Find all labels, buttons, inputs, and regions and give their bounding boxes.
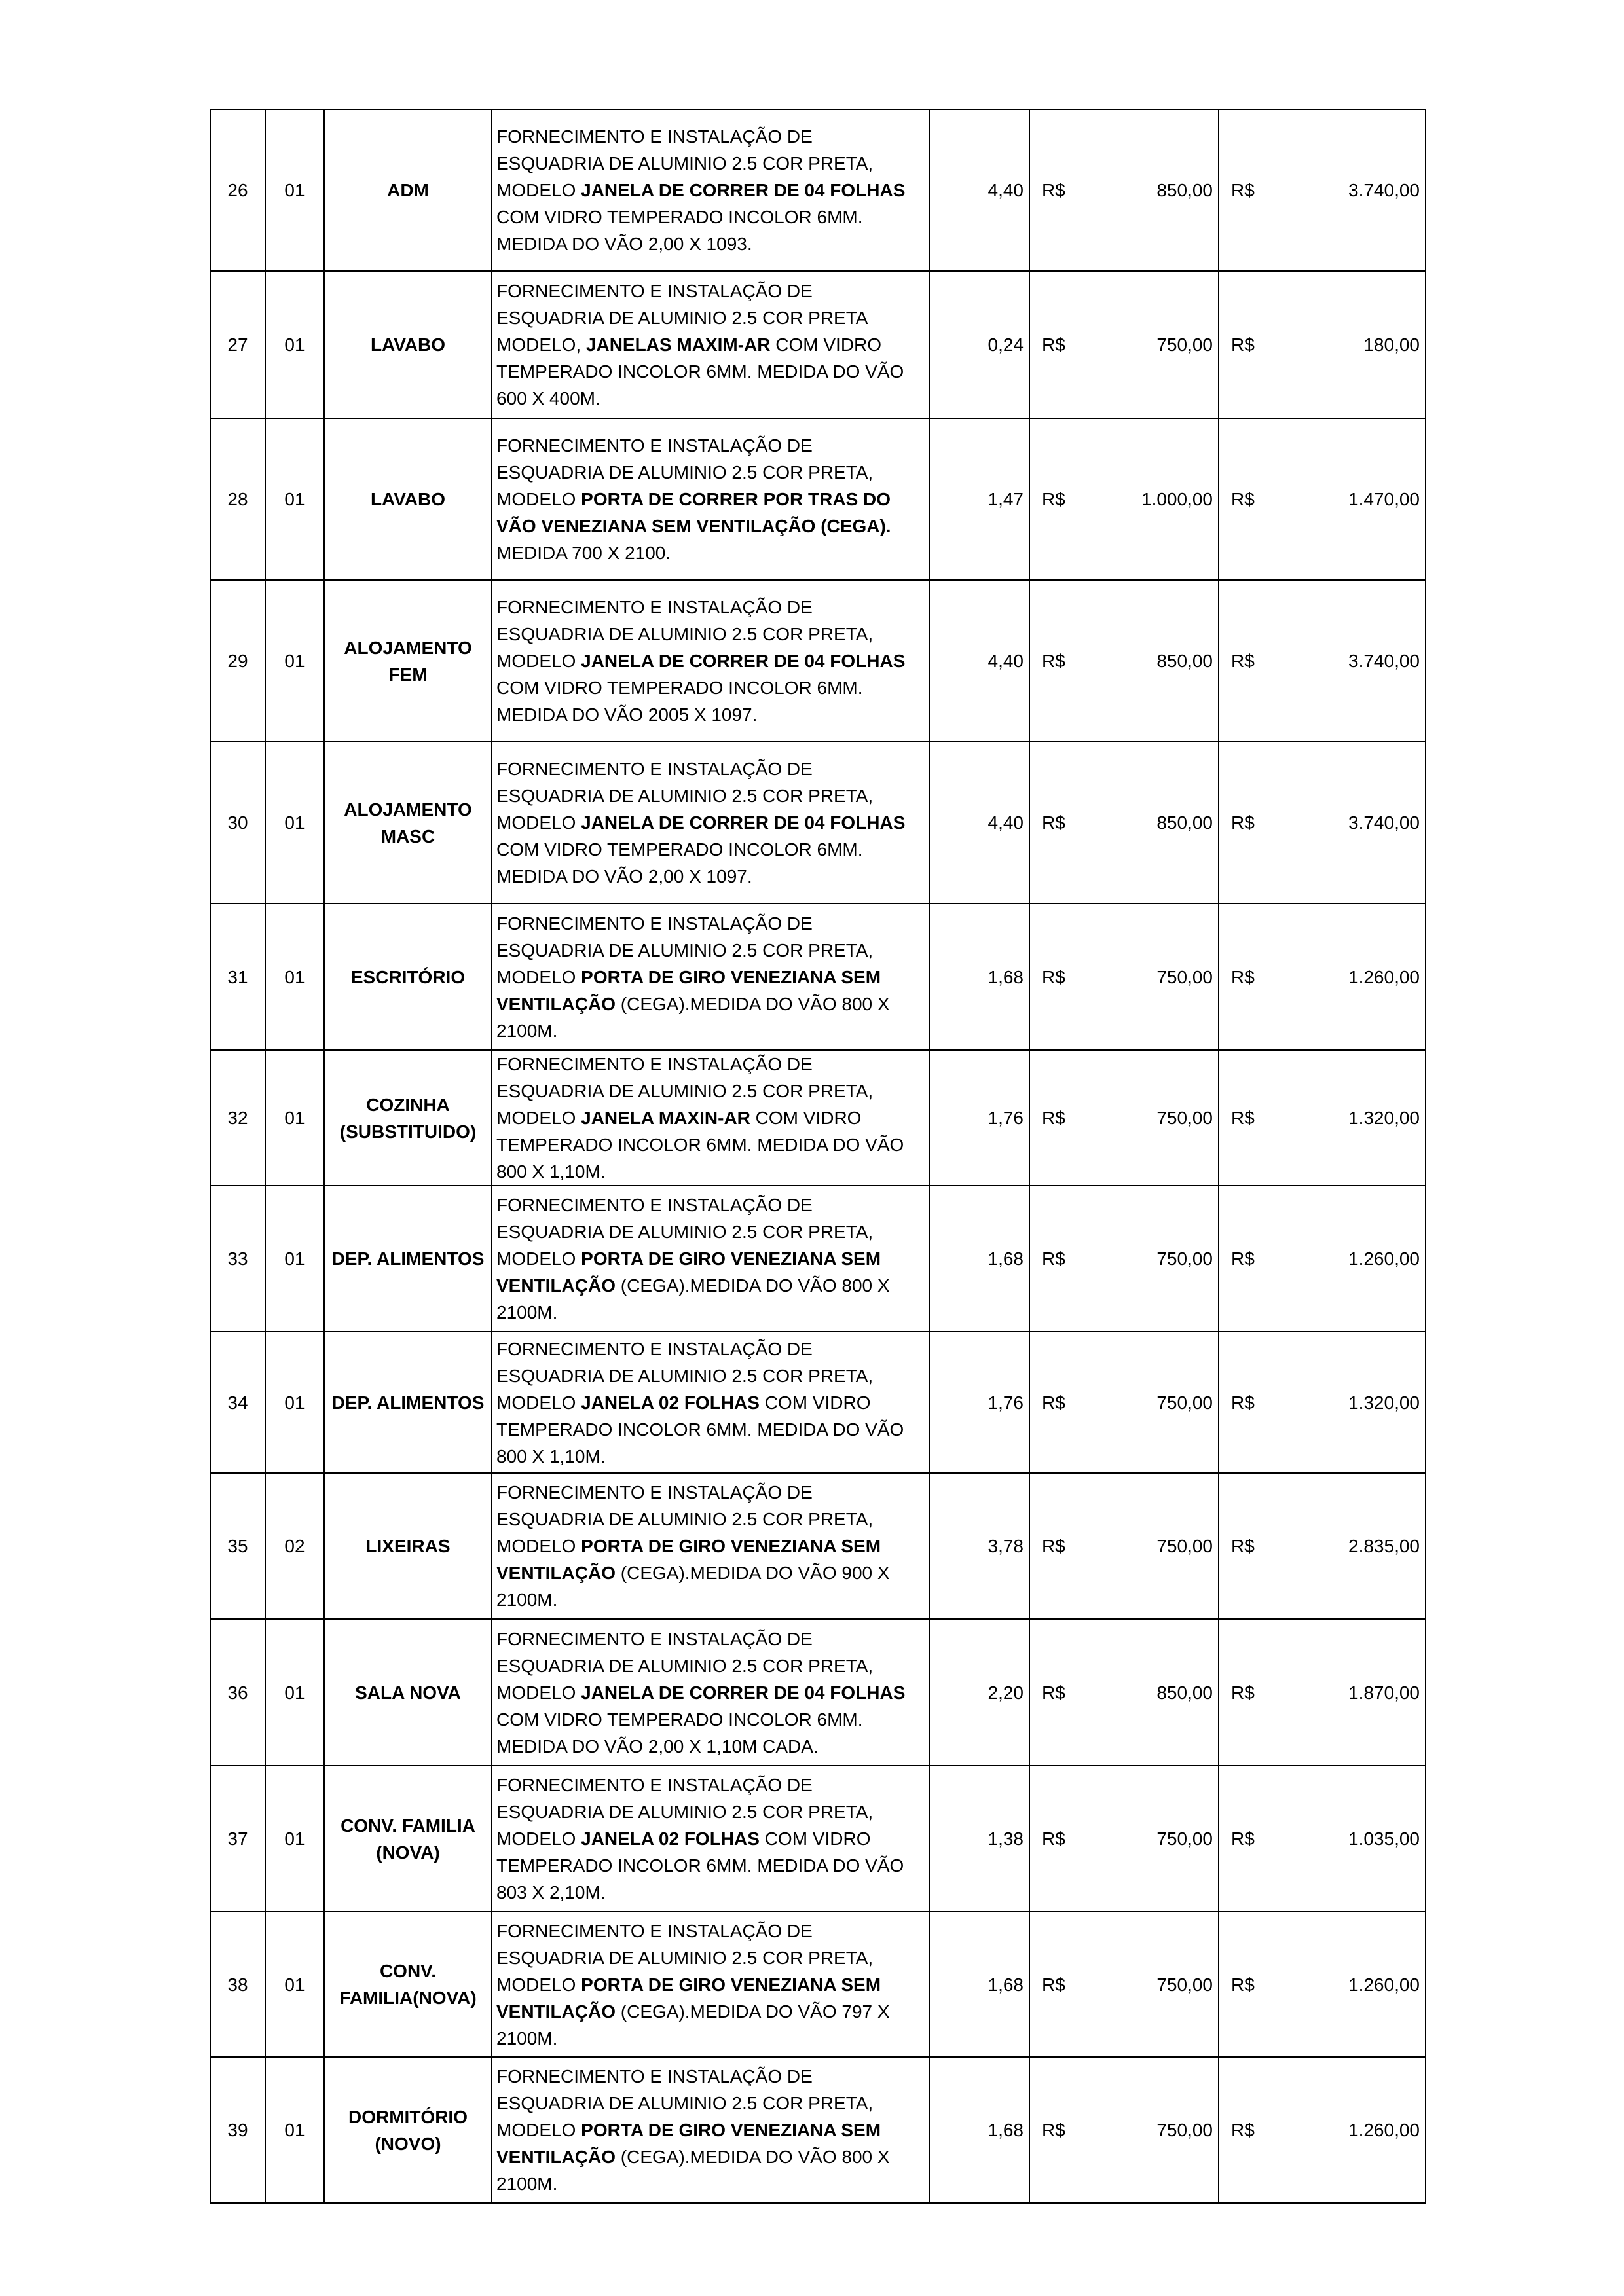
unit-price — [1029, 2057, 1219, 2203]
area: 1,47 — [929, 418, 1029, 580]
unit-price — [1029, 903, 1219, 1050]
total-price-value: 3.740,00 — [1348, 180, 1420, 200]
unit-price-value: 750,00 — [1156, 335, 1213, 355]
total-price-value: 1.260,00 — [1348, 966, 1420, 987]
total-price-value: 180,00 — [1363, 335, 1420, 355]
currency-symbol: R$ — [1042, 1392, 1065, 1413]
table-row — [210, 1050, 1426, 1186]
item-number: 28 — [210, 418, 265, 580]
currency-symbol: R$ — [1231, 1974, 1255, 1995]
table-row — [210, 418, 1426, 580]
currency-symbol: R$ — [1231, 1536, 1255, 1556]
quantity: 01 — [265, 903, 324, 1050]
description-text: FORNECIMENTO E INSTALAÇÃO DE ESQUADRIA DE ALUMINIO 2.5 COR PRETA, MODELO — [496, 1054, 874, 1128]
item-number: 30 — [210, 742, 265, 903]
description-text: (CEGA).MEDIDA DO VÃO 800 X 2100M. — [496, 993, 890, 1041]
total-price — [1219, 742, 1426, 903]
description — [492, 580, 929, 742]
total-price — [1219, 271, 1426, 418]
area: 4,40 — [929, 109, 1029, 271]
description-text: COM VIDRO TEMPERADO INCOLOR 6MM. MEDIDA DO VÃO 2005 X 1097. — [496, 678, 863, 725]
item-number: 36 — [210, 1619, 265, 1766]
area: 1,76 — [929, 1050, 1029, 1186]
unit-price-value: 850,00 — [1156, 180, 1213, 200]
area: 1,68 — [929, 1912, 1029, 2057]
location: ADM — [324, 109, 492, 271]
description-model: JANELA DE CORRER DE 04 FOLHAS — [581, 1682, 906, 1703]
currency-symbol: R$ — [1231, 812, 1255, 833]
item-number: 39 — [210, 2057, 265, 2203]
location: DEP. ALIMENTOS — [324, 1332, 492, 1473]
description-text: FORNECIMENTO E INSTALAÇÃO DE ESQUADRIA DE ALUMINIO 2.5 COR PRETA, MODELO — [496, 2066, 874, 2140]
item-number: 37 — [210, 1766, 265, 1912]
total-price-value: 1.320,00 — [1348, 1392, 1420, 1413]
table-row — [210, 1619, 1426, 1766]
table-row — [210, 1912, 1426, 2057]
area: 4,40 — [929, 580, 1029, 742]
description-model: JANELA 02 FOLHAS — [581, 1392, 760, 1413]
description — [492, 1186, 929, 1332]
currency-symbol: R$ — [1042, 180, 1065, 200]
currency-symbol: R$ — [1042, 1536, 1065, 1556]
unit-price-value: 750,00 — [1156, 1829, 1213, 1849]
total-price — [1219, 418, 1426, 580]
total-price-value: 1.320,00 — [1348, 1108, 1420, 1128]
total-price — [1219, 1766, 1426, 1912]
unit-price — [1029, 742, 1219, 903]
description-text: FORNECIMENTO E INSTALAÇÃO DE ESQUADRIA DE ALUMINIO 2.5 COR PRETA, MODELO — [496, 759, 874, 833]
area: 1,68 — [929, 2057, 1029, 2203]
description-text: FORNECIMENTO E INSTALAÇÃO DE ESQUADRIA DE ALUMINIO 2.5 COR PRETA, MODELO — [496, 1338, 874, 1413]
item-number: 35 — [210, 1473, 265, 1619]
description-model: JANELA DE CORRER DE 04 FOLHAS — [581, 651, 906, 671]
description-model: JANELA MAXIN-AR — [581, 1108, 750, 1128]
description-text: (CEGA).MEDIDA DO VÃO 797 X 2100M. — [496, 2001, 890, 2049]
currency-symbol: R$ — [1042, 1108, 1065, 1128]
area: 1,76 — [929, 1332, 1029, 1473]
location: LAVABO — [324, 418, 492, 580]
table-row — [210, 1766, 1426, 1912]
unit-price-value: 750,00 — [1156, 1248, 1213, 1269]
currency-symbol: R$ — [1231, 1392, 1255, 1413]
total-price-value: 3.740,00 — [1348, 651, 1420, 671]
area: 1,68 — [929, 1186, 1029, 1332]
quantity: 01 — [265, 1050, 324, 1186]
currency-symbol: R$ — [1042, 966, 1065, 987]
quantity: 02 — [265, 1473, 324, 1619]
total-price — [1219, 1332, 1426, 1473]
quantity: 01 — [265, 742, 324, 903]
unit-price-value: 750,00 — [1156, 1536, 1213, 1556]
description-text: FORNECIMENTO E INSTALAÇÃO DE ESQUADRIA DE ALUMINIO 2.5 COR PRETA, MODELO — [496, 435, 874, 509]
currency-symbol: R$ — [1231, 651, 1255, 671]
unit-price-value: 850,00 — [1156, 1682, 1213, 1703]
currency-symbol: R$ — [1042, 812, 1065, 833]
description-model: JANELA DE CORRER DE 04 FOLHAS — [581, 180, 906, 200]
item-number: 38 — [210, 1912, 265, 2057]
description — [492, 1619, 929, 1766]
item-number: 26 — [210, 109, 265, 271]
total-price — [1219, 1619, 1426, 1766]
description-model: PORTA DE GIRO VENEZIANA SEM VENTILAÇÃO — [496, 1248, 881, 1296]
total-price-value: 1.035,00 — [1348, 1829, 1420, 1849]
currency-symbol: R$ — [1042, 1248, 1065, 1269]
area: 3,78 — [929, 1473, 1029, 1619]
table-row — [210, 1332, 1426, 1473]
description-text: COM VIDRO TEMPERADO INCOLOR 6MM. MEDIDA DO VÃO 2,00 X 1,10M CADA. — [496, 1709, 863, 1757]
total-price-value: 1.470,00 — [1348, 489, 1420, 509]
description-text: MEDIDA 700 X 2100. — [496, 543, 671, 563]
unit-price — [1029, 1473, 1219, 1619]
total-price-value: 1.260,00 — [1348, 2120, 1420, 2140]
unit-price-value: 750,00 — [1156, 2120, 1213, 2140]
unit-price-value: 850,00 — [1156, 651, 1213, 671]
quantity: 01 — [265, 1332, 324, 1473]
total-price — [1219, 2057, 1426, 2203]
total-price — [1219, 903, 1426, 1050]
description — [492, 1912, 929, 2057]
location: CONV. FAMILIA (NOVA) — [324, 1766, 492, 1912]
unit-price — [1029, 109, 1219, 271]
total-price — [1219, 1473, 1426, 1619]
table-row — [210, 271, 1426, 418]
description — [492, 2057, 929, 2203]
table-row — [210, 903, 1426, 1050]
description — [492, 1332, 929, 1473]
quantity: 01 — [265, 418, 324, 580]
total-price — [1219, 580, 1426, 742]
description-text: FORNECIMENTO E INSTALAÇÃO DE ESQUADRIA DE ALUMINIO 2.5 COR PRETA, MODELO — [496, 913, 874, 987]
description-text: FORNECIMENTO E INSTALAÇÃO DE ESQUADRIA DE ALUMINIO 2.5 COR PRETA, MODELO — [496, 1482, 874, 1556]
area: 4,40 — [929, 742, 1029, 903]
total-price — [1219, 1186, 1426, 1332]
budget-sheet — [210, 109, 1425, 2204]
currency-symbol: R$ — [1231, 1248, 1255, 1269]
currency-symbol: R$ — [1042, 651, 1065, 671]
currency-symbol: R$ — [1231, 1829, 1255, 1849]
description — [492, 271, 929, 418]
unit-price-value: 750,00 — [1156, 1108, 1213, 1128]
description-text: COM VIDRO TEMPERADO INCOLOR 6MM. MEDIDA DO VÃO 803 X 2,10M. — [496, 1829, 904, 1903]
currency-symbol: R$ — [1042, 1974, 1065, 1995]
description — [492, 1766, 929, 1912]
item-number: 33 — [210, 1186, 265, 1332]
currency-symbol: R$ — [1231, 1108, 1255, 1128]
item-number: 34 — [210, 1332, 265, 1473]
total-price-value: 2.835,00 — [1348, 1536, 1420, 1556]
location: DEP. ALIMENTOS — [324, 1186, 492, 1332]
currency-symbol: R$ — [1042, 2120, 1065, 2140]
currency-symbol: R$ — [1231, 2120, 1255, 2140]
description — [492, 742, 929, 903]
quantity: 01 — [265, 1619, 324, 1766]
description-text: FORNECIMENTO E INSTALAÇÃO DE ESQUADRIA DE ALUMINIO 2.5 COR PRETA, MODELO — [496, 1920, 874, 1995]
description-model: PORTA DE GIRO VENEZIANA SEM VENTILAÇÃO — [496, 1536, 881, 1583]
quantity: 01 — [265, 1186, 324, 1332]
total-price-value: 1.260,00 — [1348, 1248, 1420, 1269]
quantity: 01 — [265, 109, 324, 271]
budget-table — [210, 109, 1426, 2204]
currency-symbol: R$ — [1231, 1682, 1255, 1703]
description-text: FORNECIMENTO E INSTALAÇÃO DE ESQUADRIA DE ALUMINIO 2.5 COR PRETA, MODELO — [496, 126, 874, 200]
description-text: COM VIDRO TEMPERADO INCOLOR 6MM. MEDIDA DO VÃO 800 X 1,10M. — [496, 1108, 904, 1182]
description-model: PORTA DE GIRO VENEZIANA SEM VENTILAÇÃO — [496, 2120, 881, 2167]
currency-symbol: R$ — [1042, 335, 1065, 355]
total-price-value: 1.260,00 — [1348, 1974, 1420, 1995]
location: SALA NOVA — [324, 1619, 492, 1766]
description-text: (CEGA).MEDIDA DO VÃO 900 X 2100M. — [496, 1563, 890, 1610]
location: COZINHA (SUBSTITUIDO) — [324, 1050, 492, 1186]
table-row — [210, 1473, 1426, 1619]
unit-price — [1029, 1186, 1219, 1332]
description — [492, 418, 929, 580]
unit-price — [1029, 1332, 1219, 1473]
description-text: (CEGA).MEDIDA DO VÃO 800 X 2100M. — [496, 2147, 890, 2194]
description-text: COM VIDRO TEMPERADO INCOLOR 6MM. MEDIDA DO VÃO 600 X 400M. — [496, 335, 904, 409]
currency-symbol: R$ — [1042, 1682, 1065, 1703]
total-price — [1219, 109, 1426, 271]
location: LAVABO — [324, 271, 492, 418]
area: 1,38 — [929, 1766, 1029, 1912]
quantity: 01 — [265, 271, 324, 418]
currency-symbol: R$ — [1231, 180, 1255, 200]
description — [492, 1050, 929, 1186]
description-text: FORNECIMENTO E INSTALAÇÃO DE ESQUADRIA DE ALUMINIO 2.5 COR PRETA MODELO, — [496, 281, 867, 355]
table-body — [210, 109, 1426, 2203]
total-price — [1219, 1912, 1426, 2057]
location: ALOJAMENTO MASC — [324, 742, 492, 903]
total-price-value: 3.740,00 — [1348, 812, 1420, 833]
unit-price-value: 750,00 — [1156, 1974, 1213, 1995]
quantity: 01 — [265, 580, 324, 742]
description-model: PORTA DE GIRO VENEZIANA SEM VENTILAÇÃO — [496, 966, 881, 1014]
item-number: 32 — [210, 1050, 265, 1186]
location: DORMITÓRIO (NOVO) — [324, 2057, 492, 2203]
unit-price-value: 850,00 — [1156, 812, 1213, 833]
description-model: PORTA DE CORRER POR TRAS DO VÃO VENEZIANA SEM VENTILAÇÃO (CEGA). — [496, 489, 891, 536]
description-text: FORNECIMENTO E INSTALAÇÃO DE ESQUADRIA DE ALUMINIO 2.5 COR PRETA, MODELO — [496, 1628, 874, 1703]
item-number: 31 — [210, 903, 265, 1050]
unit-price — [1029, 1912, 1219, 2057]
unit-price — [1029, 580, 1219, 742]
table-row — [210, 2057, 1426, 2203]
area: 0,24 — [929, 271, 1029, 418]
currency-symbol: R$ — [1231, 966, 1255, 987]
unit-price — [1029, 418, 1219, 580]
quantity: 01 — [265, 2057, 324, 2203]
description-text: FORNECIMENTO E INSTALAÇÃO DE ESQUADRIA DE ALUMINIO 2.5 COR PRETA, MODELO — [496, 1195, 874, 1269]
description-model: JANELA DE CORRER DE 04 FOLHAS — [581, 812, 906, 833]
description — [492, 903, 929, 1050]
unit-price — [1029, 1619, 1219, 1766]
total-price-value: 1.870,00 — [1348, 1682, 1420, 1703]
unit-price-value: 1.000,00 — [1141, 489, 1213, 509]
description-model: JANELA 02 FOLHAS — [581, 1829, 760, 1849]
description-model: JANELAS MAXIM-AR — [585, 335, 771, 355]
table-row — [210, 580, 1426, 742]
currency-symbol: R$ — [1042, 489, 1065, 509]
description-text: COM VIDRO TEMPERADO INCOLOR 6MM. MEDIDA DO VÃO 2,00 X 1093. — [496, 207, 863, 254]
currency-symbol: R$ — [1231, 335, 1255, 355]
unit-price-value: 750,00 — [1156, 966, 1213, 987]
currency-symbol: R$ — [1231, 489, 1255, 509]
location: CONV. FAMILIA(NOVA) — [324, 1912, 492, 2057]
table-row — [210, 1186, 1426, 1332]
location: LIXEIRAS — [324, 1473, 492, 1619]
unit-price — [1029, 1766, 1219, 1912]
quantity: 01 — [265, 1766, 324, 1912]
description-text: COM VIDRO TEMPERADO INCOLOR 6MM. MEDIDA DO VÃO 800 X 1,10M. — [496, 1392, 904, 1467]
total-price — [1219, 1050, 1426, 1186]
description-text: (CEGA).MEDIDA DO VÃO 800 X 2100M. — [496, 1275, 890, 1322]
location: ESCRITÓRIO — [324, 903, 492, 1050]
description — [492, 109, 929, 271]
description — [492, 1473, 929, 1619]
unit-price-value: 750,00 — [1156, 1392, 1213, 1413]
area: 2,20 — [929, 1619, 1029, 1766]
item-number: 29 — [210, 580, 265, 742]
unit-price — [1029, 271, 1219, 418]
location: ALOJAMENTO FEM — [324, 580, 492, 742]
description-model: PORTA DE GIRO VENEZIANA SEM VENTILAÇÃO — [496, 1974, 881, 2022]
table-row — [210, 742, 1426, 903]
description-text: FORNECIMENTO E INSTALAÇÃO DE ESQUADRIA DE ALUMINIO 2.5 COR PRETA, MODELO — [496, 597, 874, 671]
unit-price — [1029, 1050, 1219, 1186]
description-text: COM VIDRO TEMPERADO INCOLOR 6MM. MEDIDA DO VÃO 2,00 X 1097. — [496, 839, 863, 886]
description-text: FORNECIMENTO E INSTALAÇÃO DE ESQUADRIA DE ALUMINIO 2.5 COR PRETA, MODELO — [496, 1775, 874, 1849]
table-row — [210, 109, 1426, 271]
currency-symbol: R$ — [1042, 1829, 1065, 1849]
area: 1,68 — [929, 903, 1029, 1050]
item-number: 27 — [210, 271, 265, 418]
quantity: 01 — [265, 1912, 324, 2057]
